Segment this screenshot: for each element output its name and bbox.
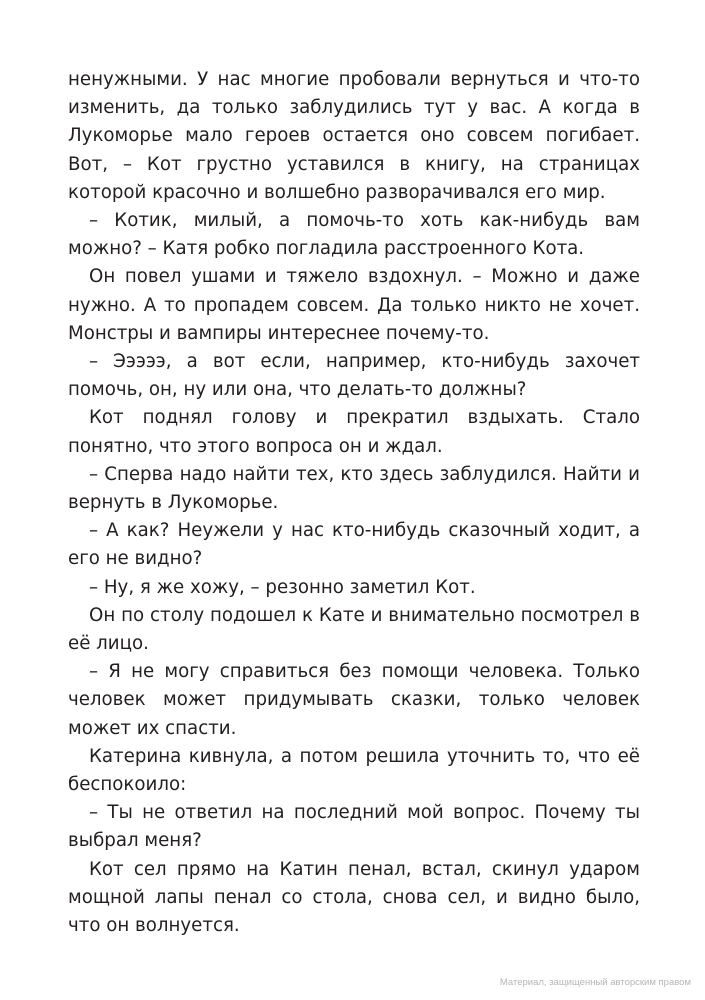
paragraph: – Ну, я же хожу, – резонно заметил Кот. (89, 576, 476, 598)
paragraph: Кот сел прямо на Катин пенал, встал, скинул ударом мощной лапы пенал со стола, снова сел, и видно было, что он волнуется. (68, 858, 640, 937)
paragraph: Кот поднял голову и прекратил вздыхать. Стало понятно, что этого вопроса он и ждал. (68, 407, 640, 457)
paragraph: – Котик, милый, а помочь-то хоть как-нибудь вам можно? – Катя робко погладила расстроенного Кота. (68, 210, 640, 260)
paragraph: – Ты не ответил на последний мой вопрос. Почему ты выбрал меня? (68, 802, 640, 852)
paragraph: Он повел ушами и тяжело вздохнул. – Можно и даже нужно. А то пропадем совсем. Да только никто не хочет. Монстры и вампиры интереснее почему-то. (68, 266, 640, 344)
paragraph: – Сперва надо найти тех, кто здесь заблудился. Найти и вернуть в Лукоморье. (68, 463, 640, 514)
paragraph: – А как? Неужели у нас кто-нибудь сказочный ходит, а его не видно? (68, 520, 640, 570)
paragraph-continuation: ненужными. У нас многие пробовали вернуться и что-то изменить, да только заблудились тут у вас. А когда в Лукоморье мало героев остается оно совсем погибает. Вот, – Кот грустно уставился в книгу, на страницах которой красочно и волшебно разворачивался его мир. (68, 69, 640, 203)
paragraph: – Эээээ, а вот если, например, кто-нибудь захочет помочь, он, ну или она, что делать-то должны? (68, 351, 640, 401)
copyright-watermark: Материал, защищенный авторским правом (499, 977, 691, 988)
paragraph: Он по столу подошел к Кате и внимательно посмотрел в её лицо. (68, 604, 640, 655)
paragraph: Катерина кивнула, а потом решила уточнить то, что её беспокоило: (68, 745, 640, 796)
page-body (68, 66, 640, 940)
paragraph: – Я не могу справиться без помощи человека. Только человек может придумывать сказки, только человек может их спасти. (68, 661, 640, 739)
